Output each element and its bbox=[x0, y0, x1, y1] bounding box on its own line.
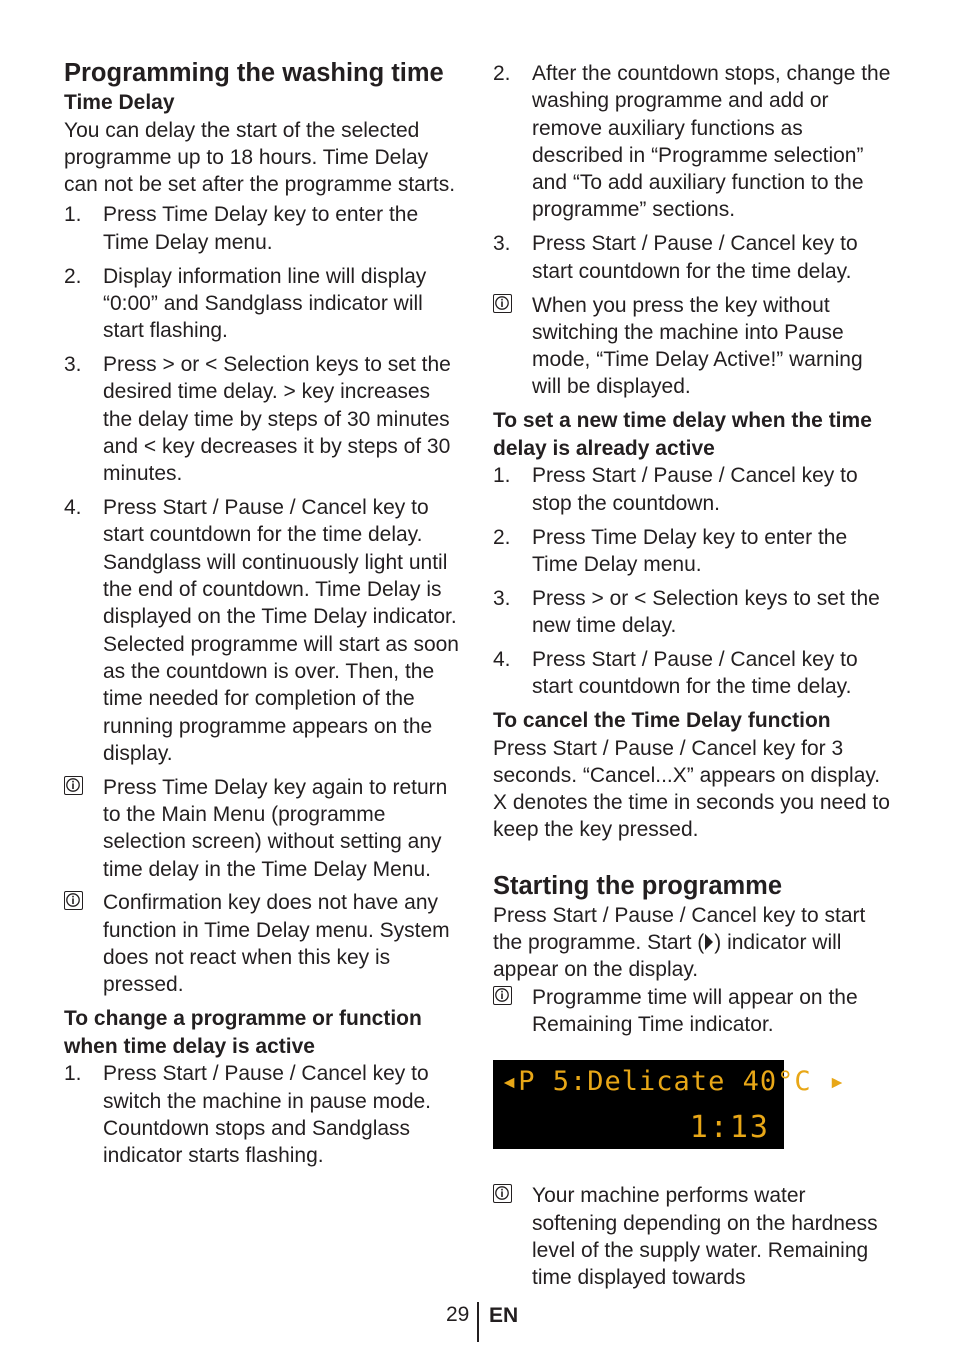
info-icon bbox=[493, 1184, 512, 1203]
display-remaining-time: 1:13 bbox=[689, 1110, 770, 1146]
change-steps-continued bbox=[493, 60, 893, 285]
list-item: 3. Press > or < Selection keys to set the new time delay. bbox=[493, 586, 880, 638]
left-column bbox=[64, 58, 464, 1176]
machine-display bbox=[493, 1060, 847, 1149]
footer-divider bbox=[477, 1302, 479, 1342]
list-item: 2. After the countdown stops, change the washing programme and add or remove auxiliary functions as described in “Programme selection” and “To add auxiliary function to the programme” sections. bbox=[493, 62, 891, 222]
change-steps bbox=[64, 1060, 464, 1169]
start-indicator-icon bbox=[704, 931, 714, 954]
note-remaining-time: Programme time will appear on the Remaining Time indicator. bbox=[493, 984, 893, 1039]
list-item: 1. Press Time Delay key to enter the Time Delay menu. bbox=[64, 203, 419, 254]
right-column bbox=[493, 60, 893, 1298]
info-icon bbox=[493, 294, 512, 313]
section-title-programming: Programming the washing time bbox=[64, 59, 444, 87]
note-confirmation-key: Confirmation key does not have any function in Time Delay menu. System does not react when this key is pressed. bbox=[64, 889, 464, 998]
info-icon bbox=[64, 776, 83, 795]
cancel-paragraph: Press Start / Pause / Cancel key for 3 seconds. “Cancel...X” appears on display. X denotes the time in seconds you need to keep the key pressed. bbox=[493, 736, 890, 842]
start-paragraph: Press Start / Pause / Cancel key to start the programme. Start ( ) indicator will appear on the display. bbox=[493, 903, 866, 982]
list-item: 1. Press Start / Pause / Cancel key to switch the machine in pause mode. Countdown stops and Sandglass indicator starts flashing. bbox=[64, 1062, 432, 1168]
display-programme-line: ◂P 5:Delicate 40°C ▸ bbox=[501, 1066, 847, 1098]
subheading-new-time-delay: To set a new time delay when the time delay is already active bbox=[493, 409, 872, 460]
note-time-delay-active: When you press the key without switching the machine into Pause mode, “Time Delay Active!” warning will be displayed. bbox=[493, 292, 893, 401]
list-item: 3. Press Start / Pause / Cancel key to start countdown for the time delay. bbox=[493, 232, 858, 283]
list-item: 3. Press > or < Selection keys to set the desired time delay. > key increases the delay time by steps of 30 minutes and < key decreases it by steps of 30 minutes. bbox=[64, 353, 451, 486]
list-item: 2. Display information line will display “0:00” and Sandglass indicator will start flashing. bbox=[64, 264, 427, 343]
list-item: 4. Press Start / Pause / Cancel key to start countdown for the time delay. bbox=[493, 647, 858, 699]
intro-paragraph: You can delay the start of the selected programme up to 18 hours. Time Delay can not be set after the programme starts. bbox=[64, 118, 456, 197]
note-water-softening: Your machine performs water softening depending on the hardness level of the supply water. Remaining time displayed towards bbox=[493, 1182, 893, 1291]
info-icon bbox=[493, 986, 512, 1005]
subheading-change-programme: To change a programme or function when time delay is active bbox=[64, 1007, 422, 1058]
time-delay-steps bbox=[64, 201, 464, 767]
section-title-starting: Starting the programme bbox=[493, 871, 783, 900]
info-icon bbox=[64, 891, 83, 910]
note-return-main-menu: Press Time Delay key again to return to the Main Menu (programme selection screen) without setting any time delay in the Time Delay Menu. bbox=[64, 774, 464, 883]
page-number: 29 bbox=[446, 1303, 470, 1326]
language-code: EN bbox=[489, 1304, 519, 1327]
new-delay-steps bbox=[493, 462, 893, 700]
subheading-time-delay: Time Delay bbox=[64, 91, 175, 114]
list-item: 1. Press Start / Pause / Cancel key to stop the countdown. bbox=[493, 464, 858, 515]
list-item: 2. Press Time Delay key to enter the Time Delay menu. bbox=[493, 525, 848, 576]
subheading-cancel-time-delay: To cancel the Time Delay function bbox=[493, 709, 831, 733]
list-item: 4. Press Start / Pause / Cancel key to start countdown for the time delay. Sandglass will continuously light until the end of countdown. Time Delay is displayed on the Time Delay indicator. Selected programme will start as soon as the countdown is over. Then, the time needed for completion of the running programme appears on the display. bbox=[64, 496, 459, 765]
